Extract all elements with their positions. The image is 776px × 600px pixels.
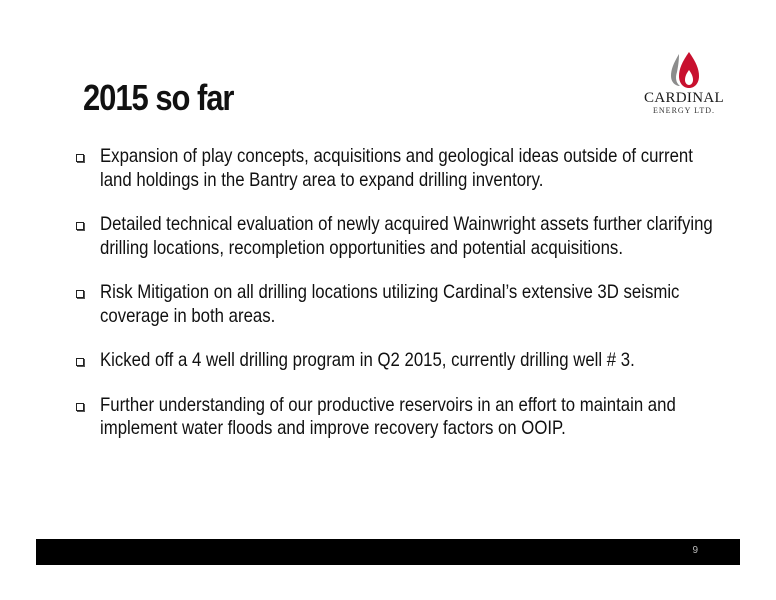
bullet-item xyxy=(72,394,732,441)
bullet-text: Kicked off a 4 well drilling program in Q2 2015, currently drilling well # 3. xyxy=(100,349,635,371)
bullet-item xyxy=(72,145,732,192)
bullet-item xyxy=(72,349,732,373)
bullet-list xyxy=(72,145,732,462)
bullet-text: Risk Mitigation on all drilling locations utilizing Cardinal’s extensive 3D seismic coverage in both areas. xyxy=(100,281,680,327)
square-bullet-icon xyxy=(76,403,84,411)
square-bullet-icon xyxy=(76,222,84,230)
bullet-item xyxy=(72,281,732,328)
flame-drop-icon xyxy=(670,50,700,90)
logo-subtitle: ENERGY LTD. xyxy=(653,106,715,115)
slide-title: 2015 so far xyxy=(83,77,234,118)
bullet-text: Further understanding of our productive reservoirs in an effort to maintain and implement water floods and improve recovery factors on OOIP. xyxy=(100,393,676,439)
bullet-text: Expansion of play concepts, acquisitions and geological ideas outside of current land holdings in the Bantry area to expand drilling inventory. xyxy=(100,145,693,191)
square-bullet-icon xyxy=(76,358,84,366)
square-bullet-icon xyxy=(76,154,84,162)
bullet-text: Detailed technical evaluation of newly acquired Wainwright assets further clarifying drilling locations, recompletion opportunities and potential acquisitions. xyxy=(100,213,713,259)
company-logo xyxy=(636,50,732,122)
bullet-item xyxy=(72,213,732,260)
square-bullet-icon xyxy=(76,290,84,298)
page-number: 9 xyxy=(692,545,698,556)
footer-bar xyxy=(36,539,740,565)
logo-name: CARDINAL xyxy=(644,90,724,106)
